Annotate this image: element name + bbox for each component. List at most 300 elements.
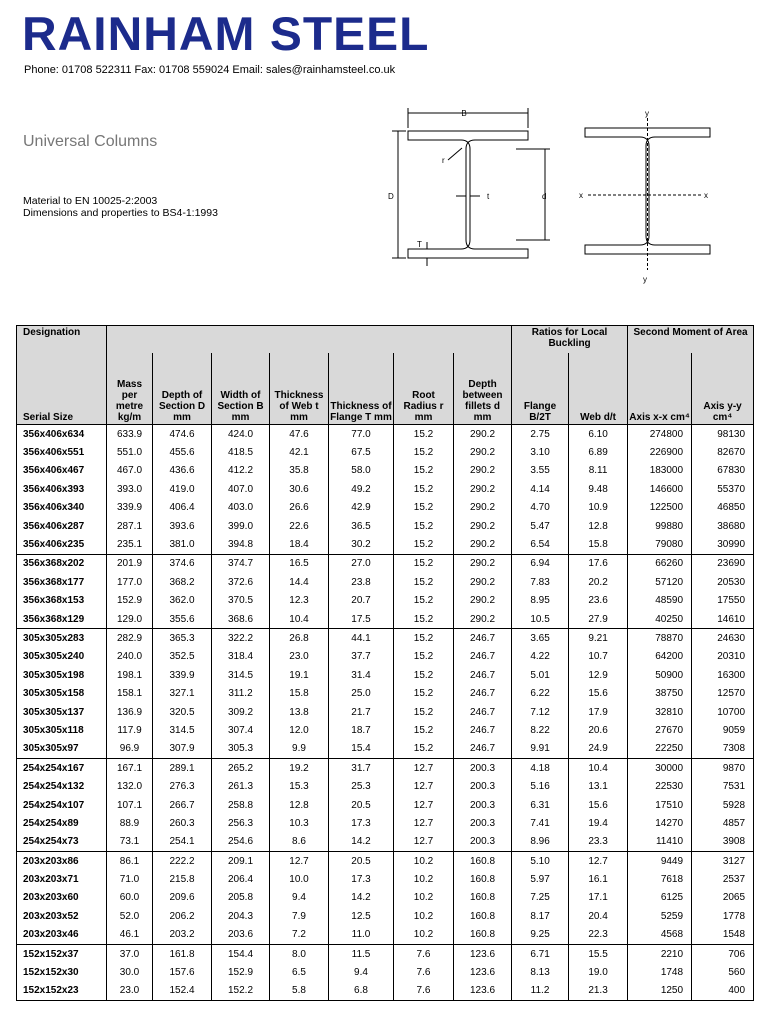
cell-web-thickness: 26.8 (270, 629, 329, 648)
header-width: Width of Section B mm (212, 353, 270, 425)
cell-flange-thickness: 17.5 (329, 610, 394, 629)
cell-depth: 260.3 (153, 814, 212, 832)
cell-width: 254.6 (212, 833, 270, 852)
cell-axis-yy: 706 (692, 944, 754, 963)
cell-root-radius: 15.2 (394, 443, 454, 461)
cell-flange-ratio: 4.18 (512, 759, 569, 778)
cell-web-thickness: 23.0 (270, 648, 329, 666)
cell-root-radius: 12.7 (394, 833, 454, 852)
cell-flange-ratio: 2.75 (512, 425, 569, 444)
table-row (17, 721, 754, 739)
label-D: D (388, 192, 394, 201)
cell-flange-ratio: 6.94 (512, 554, 569, 573)
cell-depth: 254.1 (153, 833, 212, 852)
cell-web-ratio: 9.21 (569, 629, 628, 648)
cell-flange-thickness: 25.0 (329, 684, 394, 702)
cell-serial-size: 254x254x107 (17, 796, 107, 814)
cell-depth: 419.0 (153, 480, 212, 498)
cell-serial-size: 356x368x202 (17, 554, 107, 573)
cell-depth-between-fillets: 246.7 (454, 684, 512, 702)
cell-serial-size: 305x305x118 (17, 721, 107, 739)
dimensioned-section (392, 108, 550, 266)
cell-flange-ratio: 3.55 (512, 462, 569, 480)
label-r: r (442, 156, 445, 165)
axis-label-y-bottom: y (643, 275, 647, 284)
cell-root-radius: 7.6 (394, 963, 454, 981)
cell-depth-between-fillets: 290.2 (454, 573, 512, 591)
cell-depth-between-fillets: 123.6 (454, 982, 512, 1001)
cell-flange-ratio: 6.22 (512, 684, 569, 702)
table-row (17, 740, 754, 759)
cell-web-thickness: 9.4 (270, 889, 329, 907)
label-T: T (417, 240, 422, 249)
cell-axis-yy: 1548 (692, 926, 754, 945)
cell-width: 154.4 (212, 944, 270, 963)
header-ratios: Ratios for Local Buckling (512, 326, 628, 354)
cell-web-thickness: 19.2 (270, 759, 329, 778)
cell-axis-xx: 4568 (628, 926, 692, 945)
cell-mass: 158.1 (107, 684, 153, 702)
cell-mass: 23.0 (107, 982, 153, 1001)
cell-depth: 157.6 (153, 963, 212, 981)
cell-flange-ratio: 10.5 (512, 610, 569, 629)
cell-flange-ratio: 3.65 (512, 629, 569, 648)
cell-flange-ratio: 7.83 (512, 573, 569, 591)
cell-serial-size: 203x203x71 (17, 870, 107, 888)
cell-web-thickness: 8.6 (270, 833, 329, 852)
table-row (17, 777, 754, 795)
cell-width: 322.2 (212, 629, 270, 648)
table-row (17, 833, 754, 852)
cell-web-thickness: 12.8 (270, 796, 329, 814)
header-serial-size: Serial Size (17, 353, 107, 425)
header-axis-yy: Axis y-y cm⁴ (692, 353, 754, 425)
cell-web-thickness: 30.6 (270, 480, 329, 498)
cell-web-ratio: 10.4 (569, 759, 628, 778)
table-row (17, 480, 754, 498)
cell-mass: 117.9 (107, 721, 153, 739)
table-row (17, 870, 754, 888)
cell-flange-thickness: 27.0 (329, 554, 394, 573)
cell-axis-yy: 10700 (692, 703, 754, 721)
cell-serial-size: 356x406x340 (17, 499, 107, 517)
cell-depth-between-fillets: 200.3 (454, 796, 512, 814)
cell-root-radius: 15.2 (394, 610, 454, 629)
cell-axis-xx: 27670 (628, 721, 692, 739)
cell-mass: 46.1 (107, 926, 153, 945)
cell-root-radius: 12.7 (394, 777, 454, 795)
cell-mass: 201.9 (107, 554, 153, 573)
cell-serial-size: 305x305x240 (17, 648, 107, 666)
cell-flange-ratio: 7.12 (512, 703, 569, 721)
cell-flange-thickness: 23.8 (329, 573, 394, 591)
header-web-ratio: Web d/t (569, 353, 628, 425)
cell-depth-between-fillets: 290.2 (454, 554, 512, 573)
header-mass: Mass per metre kg/m (107, 353, 153, 425)
cell-width: 209.1 (212, 851, 270, 870)
cell-root-radius: 7.6 (394, 982, 454, 1001)
cell-axis-yy: 30990 (692, 535, 754, 554)
cell-flange-ratio: 8.17 (512, 907, 569, 925)
cell-web-thickness: 10.0 (270, 870, 329, 888)
cell-root-radius: 15.2 (394, 517, 454, 535)
cell-mass: 339.9 (107, 499, 153, 517)
header-designation: Designation (17, 326, 107, 354)
table-body (17, 425, 754, 1001)
cell-root-radius: 15.2 (394, 740, 454, 759)
cell-serial-size: 152x152x30 (17, 963, 107, 981)
cell-web-ratio: 17.6 (569, 554, 628, 573)
cell-mass: 71.0 (107, 870, 153, 888)
cell-flange-ratio: 5.97 (512, 870, 569, 888)
header-root-radius: Root Radius r mm (394, 353, 454, 425)
cell-flange-thickness: 18.7 (329, 721, 394, 739)
cell-mass: 633.9 (107, 425, 153, 444)
cell-depth-between-fillets: 200.3 (454, 814, 512, 832)
cell-width: 318.4 (212, 648, 270, 666)
cell-depth: 266.7 (153, 796, 212, 814)
cell-width: 403.0 (212, 499, 270, 517)
cell-depth: 406.4 (153, 499, 212, 517)
cell-flange-thickness: 17.3 (329, 814, 394, 832)
cell-axis-yy: 17550 (692, 592, 754, 610)
cell-flange-ratio: 5.01 (512, 666, 569, 684)
cell-width: 412.2 (212, 462, 270, 480)
cell-depth: 222.2 (153, 851, 212, 870)
cell-mass: 107.1 (107, 796, 153, 814)
cell-axis-xx: 183000 (628, 462, 692, 480)
cell-mass: 177.0 (107, 573, 153, 591)
header-blank (107, 326, 512, 354)
table-row (17, 889, 754, 907)
cell-serial-size: 203x203x86 (17, 851, 107, 870)
cell-flange-thickness: 42.9 (329, 499, 394, 517)
cell-depth-between-fillets: 160.8 (454, 889, 512, 907)
cell-depth: 365.3 (153, 629, 212, 648)
cell-depth: 152.4 (153, 982, 212, 1001)
cell-axis-yy: 3908 (692, 833, 754, 852)
cell-depth: 374.6 (153, 554, 212, 573)
cell-root-radius: 10.2 (394, 889, 454, 907)
table-row (17, 610, 754, 629)
table-row (17, 425, 754, 444)
cell-depth-between-fillets: 246.7 (454, 666, 512, 684)
table-row (17, 684, 754, 702)
cell-root-radius: 10.2 (394, 907, 454, 925)
cell-flange-ratio: 6.54 (512, 535, 569, 554)
cell-web-thickness: 15.3 (270, 777, 329, 795)
cell-width: 399.0 (212, 517, 270, 535)
cell-web-ratio: 15.6 (569, 796, 628, 814)
cell-web-ratio: 8.11 (569, 462, 628, 480)
cell-depth: 161.8 (153, 944, 212, 963)
cell-flange-ratio: 4.22 (512, 648, 569, 666)
cell-mass: 240.0 (107, 648, 153, 666)
cell-depth: 381.0 (153, 535, 212, 554)
cell-depth-between-fillets: 290.2 (454, 425, 512, 444)
cell-axis-xx: 50900 (628, 666, 692, 684)
cell-axis-xx: 66260 (628, 554, 692, 573)
cell-depth-between-fillets: 123.6 (454, 963, 512, 981)
cell-axis-yy: 560 (692, 963, 754, 981)
cell-mass: 86.1 (107, 851, 153, 870)
cell-axis-xx: 30000 (628, 759, 692, 778)
cell-web-ratio: 17.1 (569, 889, 628, 907)
cell-depth-between-fillets: 160.8 (454, 907, 512, 925)
table-row (17, 796, 754, 814)
cell-depth-between-fillets: 290.2 (454, 535, 512, 554)
label-B: B (461, 109, 467, 118)
cell-flange-thickness: 31.4 (329, 666, 394, 684)
cell-axis-yy: 5928 (692, 796, 754, 814)
cell-axis-xx: 57120 (628, 573, 692, 591)
cell-depth: 209.6 (153, 889, 212, 907)
cell-flange-ratio: 8.22 (512, 721, 569, 739)
cell-axis-xx: 146600 (628, 480, 692, 498)
cell-flange-thickness: 25.3 (329, 777, 394, 795)
cell-width: 205.8 (212, 889, 270, 907)
cell-web-ratio: 17.9 (569, 703, 628, 721)
table-row (17, 926, 754, 945)
cell-flange-ratio: 8.95 (512, 592, 569, 610)
cell-web-thickness: 7.2 (270, 926, 329, 945)
cell-axis-xx: 99880 (628, 517, 692, 535)
axis-label-y-top: y (645, 109, 649, 118)
cell-serial-size: 305x305x158 (17, 684, 107, 702)
header-depth-between-fillets: Depth between fillets d mm (454, 353, 512, 425)
cell-depth-between-fillets: 160.8 (454, 926, 512, 945)
cell-web-ratio: 22.3 (569, 926, 628, 945)
cell-root-radius: 15.2 (394, 425, 454, 444)
cell-root-radius: 15.2 (394, 573, 454, 591)
cell-axis-yy: 23690 (692, 554, 754, 573)
cell-depth-between-fillets: 290.2 (454, 480, 512, 498)
cell-flange-ratio: 3.10 (512, 443, 569, 461)
cell-axis-yy: 82670 (692, 443, 754, 461)
cell-axis-xx: 122500 (628, 499, 692, 517)
cell-axis-xx: 226900 (628, 443, 692, 461)
cell-web-ratio: 10.7 (569, 648, 628, 666)
cell-width: 307.4 (212, 721, 270, 739)
cell-width: 394.8 (212, 535, 270, 554)
cell-depth-between-fillets: 290.2 (454, 462, 512, 480)
cell-width: 424.0 (212, 425, 270, 444)
properties-table-wrap (16, 325, 753, 1001)
cell-depth: 307.9 (153, 740, 212, 759)
cell-root-radius: 12.7 (394, 796, 454, 814)
cell-web-thickness: 18.4 (270, 535, 329, 554)
cell-axis-xx: 64200 (628, 648, 692, 666)
cell-depth-between-fillets: 246.7 (454, 629, 512, 648)
cell-axis-yy: 14610 (692, 610, 754, 629)
cell-axis-xx: 79080 (628, 535, 692, 554)
cell-axis-xx: 1748 (628, 963, 692, 981)
cell-flange-ratio: 9.91 (512, 740, 569, 759)
cell-root-radius: 15.2 (394, 721, 454, 739)
cell-web-ratio: 20.2 (569, 573, 628, 591)
spec-notes (23, 195, 218, 219)
cell-flange-thickness: 36.5 (329, 517, 394, 535)
table-row (17, 907, 754, 925)
cell-web-thickness: 10.4 (270, 610, 329, 629)
cell-axis-yy: 9059 (692, 721, 754, 739)
cell-depth-between-fillets: 246.7 (454, 721, 512, 739)
label-d: d (542, 192, 547, 201)
cell-flange-thickness: 12.5 (329, 907, 394, 925)
cell-web-ratio: 12.9 (569, 666, 628, 684)
dimensions-note: Dimensions and properties to BS4-1:1993 (23, 207, 218, 219)
cell-depth-between-fillets: 123.6 (454, 944, 512, 963)
cell-mass: 88.9 (107, 814, 153, 832)
cell-web-thickness: 6.5 (270, 963, 329, 981)
cell-web-ratio: 21.3 (569, 982, 628, 1001)
cell-root-radius: 12.7 (394, 759, 454, 778)
cell-root-radius: 15.2 (394, 462, 454, 480)
cell-serial-size: 152x152x37 (17, 944, 107, 963)
cell-mass: 282.9 (107, 629, 153, 648)
cell-depth: 474.6 (153, 425, 212, 444)
cell-web-thickness: 13.8 (270, 703, 329, 721)
cell-width: 418.5 (212, 443, 270, 461)
cell-width: 311.2 (212, 684, 270, 702)
cell-width: 152.9 (212, 963, 270, 981)
cell-depth-between-fillets: 290.2 (454, 499, 512, 517)
cell-axis-xx: 14270 (628, 814, 692, 832)
table-row (17, 814, 754, 832)
cell-axis-yy: 67830 (692, 462, 754, 480)
cell-width: 152.2 (212, 982, 270, 1001)
table-row (17, 517, 754, 535)
cell-axis-yy: 9870 (692, 759, 754, 778)
cell-root-radius: 15.2 (394, 648, 454, 666)
section-diagram (380, 100, 720, 290)
cell-axis-xx: 274800 (628, 425, 692, 444)
cell-depth: 436.6 (153, 462, 212, 480)
cell-root-radius: 15.2 (394, 535, 454, 554)
cell-mass: 287.1 (107, 517, 153, 535)
cell-web-ratio: 19.4 (569, 814, 628, 832)
table-row (17, 592, 754, 610)
cell-depth-between-fillets: 290.2 (454, 610, 512, 629)
cell-flange-thickness: 30.2 (329, 535, 394, 554)
cell-serial-size: 356x368x177 (17, 573, 107, 591)
cell-web-ratio: 15.6 (569, 684, 628, 702)
cell-serial-size: 254x254x132 (17, 777, 107, 795)
cell-width: 261.3 (212, 777, 270, 795)
cell-web-ratio: 12.7 (569, 851, 628, 870)
cell-width: 203.6 (212, 926, 270, 945)
cell-root-radius: 10.2 (394, 870, 454, 888)
cell-depth: 339.9 (153, 666, 212, 684)
cell-root-radius: 12.7 (394, 814, 454, 832)
cell-axis-yy: 2065 (692, 889, 754, 907)
cell-web-thickness: 14.4 (270, 573, 329, 591)
table-row (17, 963, 754, 981)
cell-axis-yy: 7531 (692, 777, 754, 795)
cell-axis-xx: 1250 (628, 982, 692, 1001)
cell-web-thickness: 22.6 (270, 517, 329, 535)
table-row (17, 944, 754, 963)
table-row (17, 648, 754, 666)
cell-serial-size: 356x406x551 (17, 443, 107, 461)
cell-axis-yy: 24630 (692, 629, 754, 648)
cell-web-ratio: 6.10 (569, 425, 628, 444)
cell-mass: 235.1 (107, 535, 153, 554)
cell-depth: 368.2 (153, 573, 212, 591)
cell-web-thickness: 7.9 (270, 907, 329, 925)
cell-width: 305.3 (212, 740, 270, 759)
cell-flange-thickness: 44.1 (329, 629, 394, 648)
cell-web-ratio: 23.6 (569, 592, 628, 610)
cell-mass: 129.0 (107, 610, 153, 629)
cell-axis-xx: 6125 (628, 889, 692, 907)
table-row (17, 443, 754, 461)
cell-axis-xx: 17510 (628, 796, 692, 814)
cell-serial-size: 356x406x634 (17, 425, 107, 444)
table-row (17, 703, 754, 721)
cell-depth: 362.0 (153, 592, 212, 610)
cell-flange-thickness: 11.5 (329, 944, 394, 963)
cell-axis-yy: 98130 (692, 425, 754, 444)
material-note: Material to EN 10025-2:2003 (23, 195, 158, 207)
cell-flange-ratio: 4.70 (512, 499, 569, 517)
cell-axis-yy: 400 (692, 982, 754, 1001)
header-web-thickness: Thickness of Web t mm (270, 353, 329, 425)
cell-flange-thickness: 37.7 (329, 648, 394, 666)
cell-serial-size: 203x203x52 (17, 907, 107, 925)
cell-web-ratio: 9.48 (569, 480, 628, 498)
cell-serial-size: 152x152x23 (17, 982, 107, 1001)
cell-web-ratio: 19.0 (569, 963, 628, 981)
cell-depth-between-fillets: 246.7 (454, 703, 512, 721)
cell-flange-thickness: 9.4 (329, 963, 394, 981)
cell-axis-xx: 7618 (628, 870, 692, 888)
header-axis-xx: Axis x-x cm⁴ (628, 353, 692, 425)
cell-depth: 393.6 (153, 517, 212, 535)
cell-width: 204.3 (212, 907, 270, 925)
label-t: t (487, 192, 490, 201)
cell-serial-size: 356x406x393 (17, 480, 107, 498)
cell-axis-yy: 46850 (692, 499, 754, 517)
cell-axis-xx: 2210 (628, 944, 692, 963)
cell-flange-ratio: 7.41 (512, 814, 569, 832)
cell-width: 407.0 (212, 480, 270, 498)
cell-axis-xx: 40250 (628, 610, 692, 629)
cell-serial-size: 305x305x137 (17, 703, 107, 721)
cell-root-radius: 15.2 (394, 592, 454, 610)
cell-depth: 455.6 (153, 443, 212, 461)
cell-flange-thickness: 31.7 (329, 759, 394, 778)
cell-mass: 136.9 (107, 703, 153, 721)
header-second-moment: Second Moment of Area (628, 326, 754, 354)
cell-flange-thickness: 20.5 (329, 796, 394, 814)
cell-axis-xx: 5259 (628, 907, 692, 925)
cell-root-radius: 15.2 (394, 703, 454, 721)
cell-axis-yy: 3127 (692, 851, 754, 870)
cell-web-ratio: 24.9 (569, 740, 628, 759)
cell-depth-between-fillets: 290.2 (454, 443, 512, 461)
cell-axis-yy: 38680 (692, 517, 754, 535)
cell-mass: 467.0 (107, 462, 153, 480)
cell-axis-xx: 38750 (628, 684, 692, 702)
cell-flange-thickness: 14.2 (329, 833, 394, 852)
cell-web-ratio: 12.8 (569, 517, 628, 535)
cell-flange-thickness: 20.5 (329, 851, 394, 870)
cell-flange-thickness: 77.0 (329, 425, 394, 444)
cell-depth: 314.5 (153, 721, 212, 739)
table-row (17, 499, 754, 517)
header-flange-thickness: Thickness of Flange T mm (329, 353, 394, 425)
